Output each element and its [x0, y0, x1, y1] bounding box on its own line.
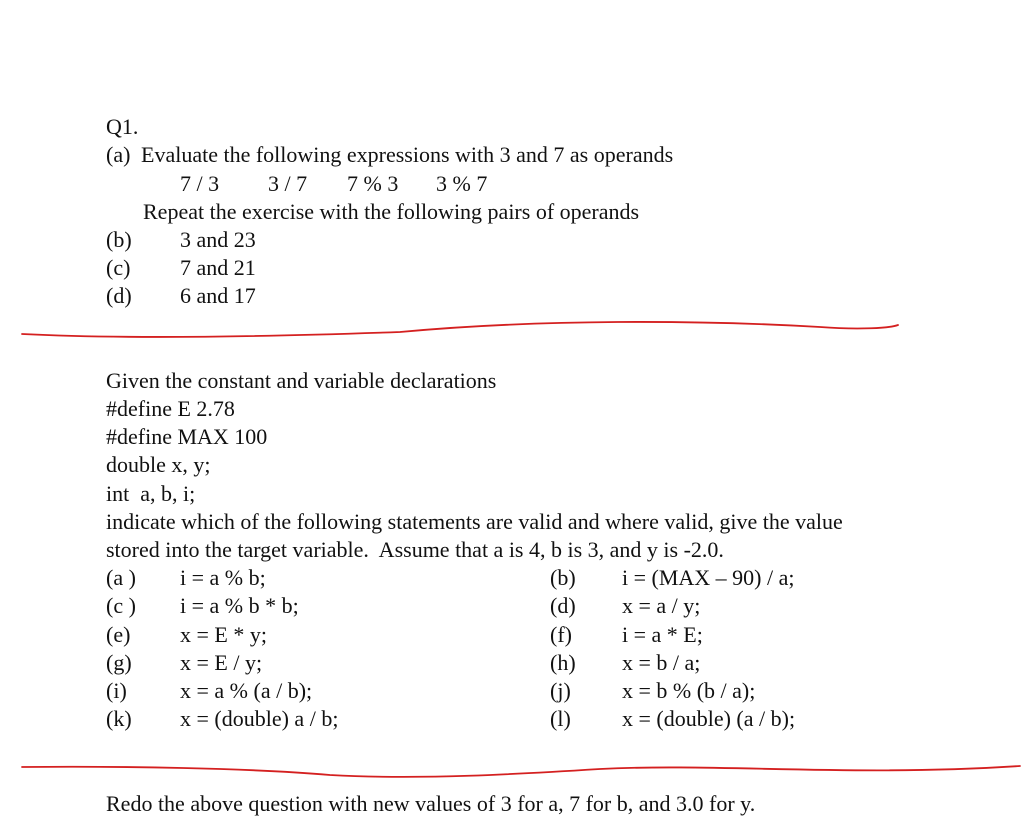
statement-k-code: x = (double) a / b;: [180, 706, 339, 731]
statement-a-code: i = a % b;: [180, 565, 266, 590]
expression-4: 3 % 7: [436, 171, 488, 196]
instruction-line-1: indicate which of the following statements are valid and where valid, give the value: [106, 509, 843, 534]
q1-part-a-label: (a): [106, 142, 131, 167]
pair-b-text: 3 and 23: [180, 227, 256, 252]
statement-l-code: x = (double) (a / b);: [622, 706, 796, 731]
statement-g-label: (g): [106, 650, 132, 675]
decl-define-e: #define E 2.78: [106, 396, 235, 421]
decl-int: int a, b, i;: [106, 481, 196, 506]
q1-part-a-prompt: Evaluate the following expressions with 3 and 7 as operands: [141, 142, 674, 167]
statement-i-code: x = a % (a / b);: [180, 678, 313, 703]
q2-intro: Given the constant and variable declarations: [106, 368, 497, 393]
pair-b-label: (b): [106, 227, 132, 252]
statement-a-label: (a ): [106, 565, 136, 590]
statement-l-label: (l): [550, 706, 571, 731]
statement-b-label: (b): [550, 565, 576, 590]
statement-d-label: (d): [550, 593, 576, 618]
expression-1: 7 / 3: [180, 171, 220, 196]
statement-h-label: (h): [550, 650, 576, 675]
statement-h-code: x = b / a;: [622, 650, 701, 675]
statement-j-label: (j): [550, 678, 571, 703]
redo-instruction: Redo the above question with new values of 3 for a, 7 for b, and 3.0 for y.: [106, 791, 756, 816]
expression-3: 7 % 3: [347, 171, 399, 196]
expression-2: 3 / 7: [268, 171, 308, 196]
divider-line-2: [0, 755, 1024, 785]
statement-f-label: (f): [550, 622, 572, 647]
statement-k-label: (k): [106, 706, 132, 731]
statement-e-label: (e): [106, 622, 131, 647]
statement-d-code: x = a / y;: [622, 593, 701, 618]
pair-d-text: 6 and 17: [180, 283, 256, 308]
statement-f-code: i = a * E;: [622, 622, 703, 647]
statement-g-code: x = E / y;: [180, 650, 263, 675]
statement-c-code: i = a % b * b;: [180, 593, 299, 618]
decl-double: double x, y;: [106, 452, 211, 477]
statement-j-code: x = b % (b / a);: [622, 678, 756, 703]
statement-i-label: (i): [106, 678, 127, 703]
decl-define-max: #define MAX 100: [106, 424, 268, 449]
repeat-instruction: Repeat the exercise with the following pairs of operands: [143, 199, 640, 224]
pair-c-text: 7 and 21: [180, 255, 256, 280]
instruction-line-2: stored into the target variable. Assume that a is 4, b is 3, and y is -2.0.: [106, 537, 724, 562]
divider-line-1: [0, 312, 1024, 342]
statement-e-code: x = E * y;: [180, 622, 267, 647]
statement-b-code: i = (MAX – 90) / a;: [622, 565, 795, 590]
statement-c-label: (c ): [106, 593, 136, 618]
pair-c-label: (c): [106, 255, 131, 280]
pair-d-label: (d): [106, 283, 132, 308]
q1-heading: Q1.: [106, 114, 139, 139]
